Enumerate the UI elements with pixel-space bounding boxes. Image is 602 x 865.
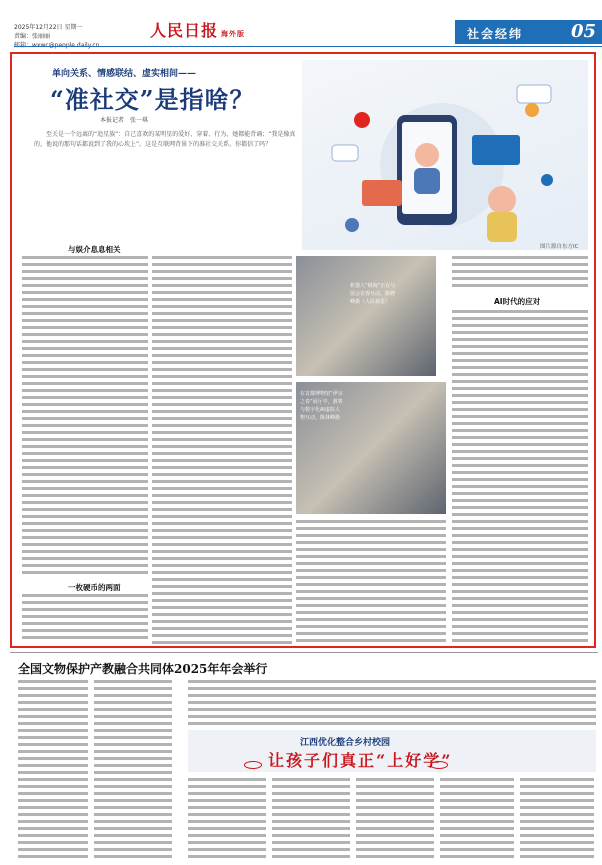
newspaper-logo — [150, 18, 245, 41]
lead-headline: “准社交”是指啥？ — [50, 85, 255, 114]
subhead-2: 一枚硬币的两面 — [68, 583, 121, 592]
masthead-rule — [14, 46, 602, 47]
page-number: 05 — [570, 21, 596, 42]
lead-kicker: 单向关系、情感联结、虚实相间—— — [52, 69, 197, 79]
masthead — [0, 0, 602, 50]
subhead-3: AI时代的应对 — [494, 297, 541, 306]
photo1-caption: 机器人“桃淘”正在与展会访客互动。陈晓峰摄（人民视觉） — [350, 283, 396, 305]
logo-text: 人民日报 — [150, 21, 219, 40]
story3-column-3 — [356, 778, 434, 862]
subhead-1: 与娱介息息相关 — [68, 245, 121, 254]
section-title: 社会经纬 — [467, 27, 524, 41]
masthead-date: 2025年12月22日 星期一 — [14, 24, 83, 31]
story3-headline: 让孩子们真正“上好学” — [268, 751, 453, 770]
illustration-caption: 图片源自东方IC — [540, 244, 579, 250]
lead-illustration — [302, 60, 588, 250]
lead-byline: 本报记者 张一琪 — [100, 117, 149, 124]
edition-label: 海外版 — [221, 29, 246, 38]
masthead-editor: 责编：张丽丽 — [14, 33, 51, 40]
story2-headline: 全国文物保护产教融合共同体2025年年会举行 — [18, 662, 268, 676]
section-banner — [455, 20, 602, 44]
story3-column-2 — [272, 778, 350, 862]
story2-column-3 — [188, 680, 596, 726]
body-column-1b — [22, 594, 148, 642]
body-column-4a — [452, 256, 588, 290]
lead-intro: 至关是一个远离的“追星族”：自己喜欢的某明星的爱好、穿着、行为，她都能背诵；“我是像真的，他说的那句话都说到了我的心坎上”。这是互联网背景下的准社交关系。你都信了吗？ — [34, 131, 296, 148]
ornament-right — [430, 761, 448, 769]
body-column-1 — [22, 256, 148, 578]
robot-photo — [296, 256, 436, 376]
body-column-3 — [296, 520, 446, 644]
section-separator — [10, 652, 598, 653]
body-column-2 — [152, 256, 292, 644]
story3-column-4 — [440, 778, 514, 862]
story3-kicker: 江西优化整合乡村校园 — [300, 738, 391, 748]
body-column-4 — [452, 310, 588, 642]
photo2-caption: 在首都博物馆“伊尔之春”展厅中，游客与数字化AI虚拟人物互动。陈林峰摄 — [300, 391, 343, 421]
story3-column-5 — [520, 778, 594, 862]
story2-column-1 — [18, 680, 88, 860]
story3-column-1 — [188, 778, 266, 862]
story2-column-2 — [94, 680, 172, 860]
ornament-left — [244, 761, 262, 769]
social-media-illustration — [302, 60, 588, 250]
